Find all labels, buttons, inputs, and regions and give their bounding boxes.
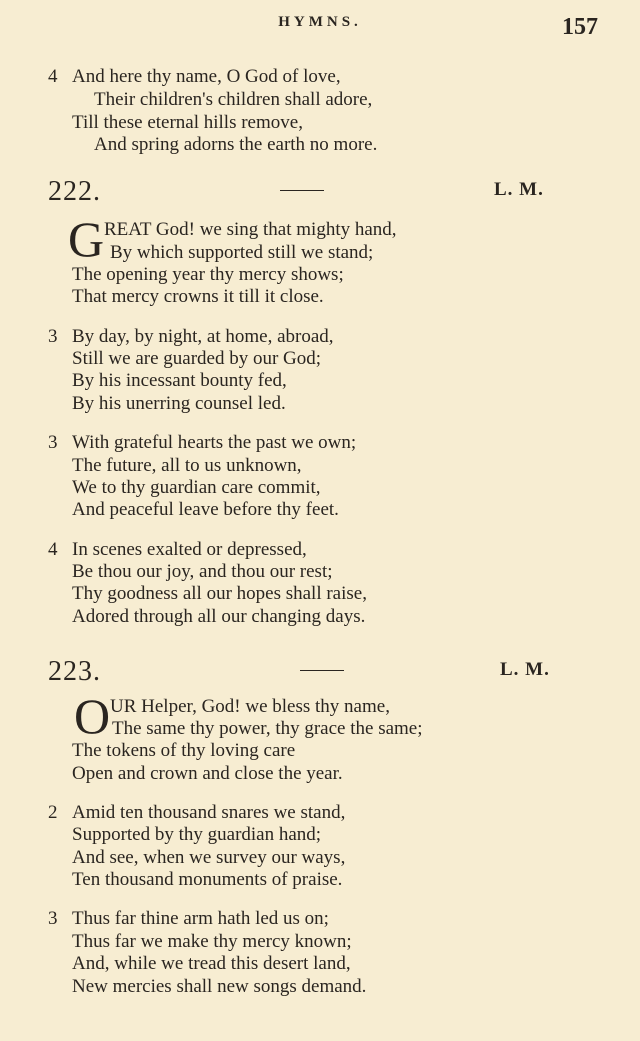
verse-line: Thy goodness all our hopes shall raise, xyxy=(72,583,367,604)
stanza-number: 3 xyxy=(48,432,58,453)
verse-line: By his incessant bounty fed, xyxy=(72,370,287,391)
stanza-number: 4 xyxy=(48,539,58,560)
verse-line: By which supported still we stand; xyxy=(110,242,374,263)
stanza-number: 3 xyxy=(48,908,58,929)
verse-line: We to thy guardian care commit, xyxy=(72,477,321,498)
verse-line: UR Helper, God! we bless thy name, xyxy=(110,696,390,717)
title-rule xyxy=(280,190,324,191)
verse-line: And spring adorns the earth no more. xyxy=(94,134,378,155)
verse-line: The future, all to us unknown, xyxy=(72,455,302,476)
title-rule xyxy=(300,670,344,671)
hymn-number: 222. xyxy=(48,176,101,207)
verse-line: Be thou our joy, and thou our rest; xyxy=(72,561,333,582)
verse-line: Still we are guarded by our God; xyxy=(72,348,322,369)
verse-line: Amid ten thousand snares we stand, xyxy=(72,802,346,823)
running-head: HYMNS. xyxy=(278,14,362,30)
verse-line: The opening year thy mercy shows; xyxy=(72,264,344,285)
meter-label: L. M. xyxy=(500,659,550,680)
verse-line: In scenes exalted or depressed, xyxy=(72,539,307,560)
verse-line: And peaceful leave before thy feet. xyxy=(72,499,339,520)
verse-line: By day, by night, at home, abroad, xyxy=(72,326,334,347)
stanza-number: 2 xyxy=(48,802,58,823)
meter-label: L. M. xyxy=(494,179,544,200)
verse-line: With grateful hearts the past we own; xyxy=(72,432,357,453)
verse-line: Adored through all our changing days. xyxy=(72,606,366,627)
verse-line: Their children's children shall adore, xyxy=(94,89,373,110)
drop-cap: O xyxy=(74,688,111,744)
verse-line: Thus far thine arm hath led us on; xyxy=(72,908,329,929)
verse-line: Thus far we make thy mercy known; xyxy=(72,931,352,952)
drop-cap: G xyxy=(68,211,105,267)
verse-line: The same thy power, thy grace the same; xyxy=(112,718,423,739)
verse-line: And see, when we survey our ways, xyxy=(72,847,346,868)
verse-line: Ten thousand monuments of praise. xyxy=(72,869,343,890)
stanza-number: 3 xyxy=(48,326,58,347)
page-number: 157 xyxy=(562,14,598,40)
verse-line: New mercies shall new songs demand. xyxy=(72,976,367,997)
verse-line: Supported by thy guardian hand; xyxy=(72,824,322,845)
hymn-number: 223. xyxy=(48,656,101,687)
stanza-number: 4 xyxy=(48,66,58,87)
verse-line: By his unerring counsel led. xyxy=(72,393,286,414)
verse-line: Open and crown and close the year. xyxy=(72,763,343,784)
verse-line: The tokens of thy loving care xyxy=(72,740,296,761)
verse-line: REAT God! we sing that mighty hand, xyxy=(104,219,397,240)
verse-line: And, while we tread this desert land, xyxy=(72,953,351,974)
verse-line: Till these eternal hills remove, xyxy=(72,112,303,133)
verse-line: And here thy name, O God of love, xyxy=(72,66,341,87)
verse-line: That mercy crowns it till it close. xyxy=(72,286,324,307)
